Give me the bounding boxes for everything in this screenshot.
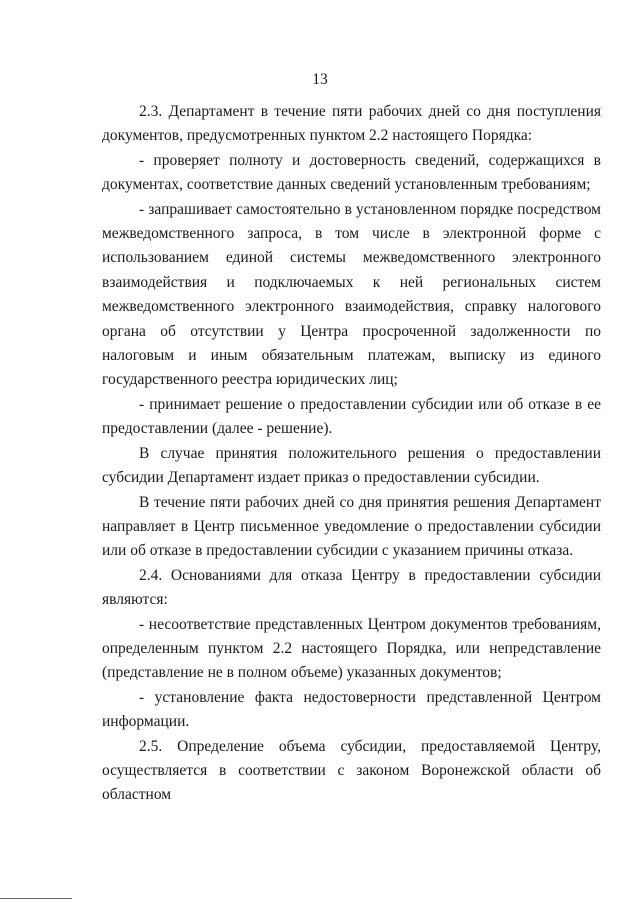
document-body (102, 100, 601, 808)
paragraph: - несоответствие представленных Центром документов требованиям, определенным пунктом 2.2 настоящего Порядка, или непредставление (представление не в полном объеме) указанных документов; (102, 615, 601, 682)
paragraph: - проверяет полноту и достоверность сведений, содержащихся в документах, соответствие данных сведений установленным требованиям; (102, 151, 601, 194)
paragraph: 2.5. Определение объема субсидии, предоставляемой Центру, осуществляется в соответствии с законом Воронежской области об областном (102, 737, 601, 804)
paragraph: - запрашивает самостоятельно в установленном порядке посредством межведомственного запроса, в том числе в электронной форме с использованием единой системы межведомственного электронного взаимодействия и подключаемых к ней региональных систем межведомственного электронного взаимодействия, справку налогового органа об отсутствии у Центра просроченной задолженности по налоговым и иным обязательным платежам, выписку из единого государственного реестра юридических лиц; (102, 200, 601, 389)
paragraph: 2.4. Основаниями для отказа Центру в предоставлении субсидии являются: (102, 566, 601, 609)
paragraph: - принимает решение о предоставлении субсидии или об отказе в ее предоставлении (далее - решение). (102, 395, 601, 438)
paragraph: В случае принятия положительного решения о предоставлении субсидии Департамент издает приказ о предоставлении субсидии. (102, 444, 601, 487)
paragraph: 2.3. Департамент в течение пяти рабочих дней со дня поступления документов, предусмотренных пунктом 2.2 настоящего Порядка: (102, 103, 601, 145)
footnote-rule (0, 898, 72, 899)
paragraph: - установление факта недостоверности представленной Центром информации. (102, 688, 601, 731)
page-number: 13 (312, 71, 328, 88)
paragraph: В течение пяти рабочих дней со дня принятия решения Департамент направляет в Центр письменное уведомление о предоставлении субсидии или об отказе в предоставлении субсидии с указанием причины отказа. (102, 493, 601, 560)
